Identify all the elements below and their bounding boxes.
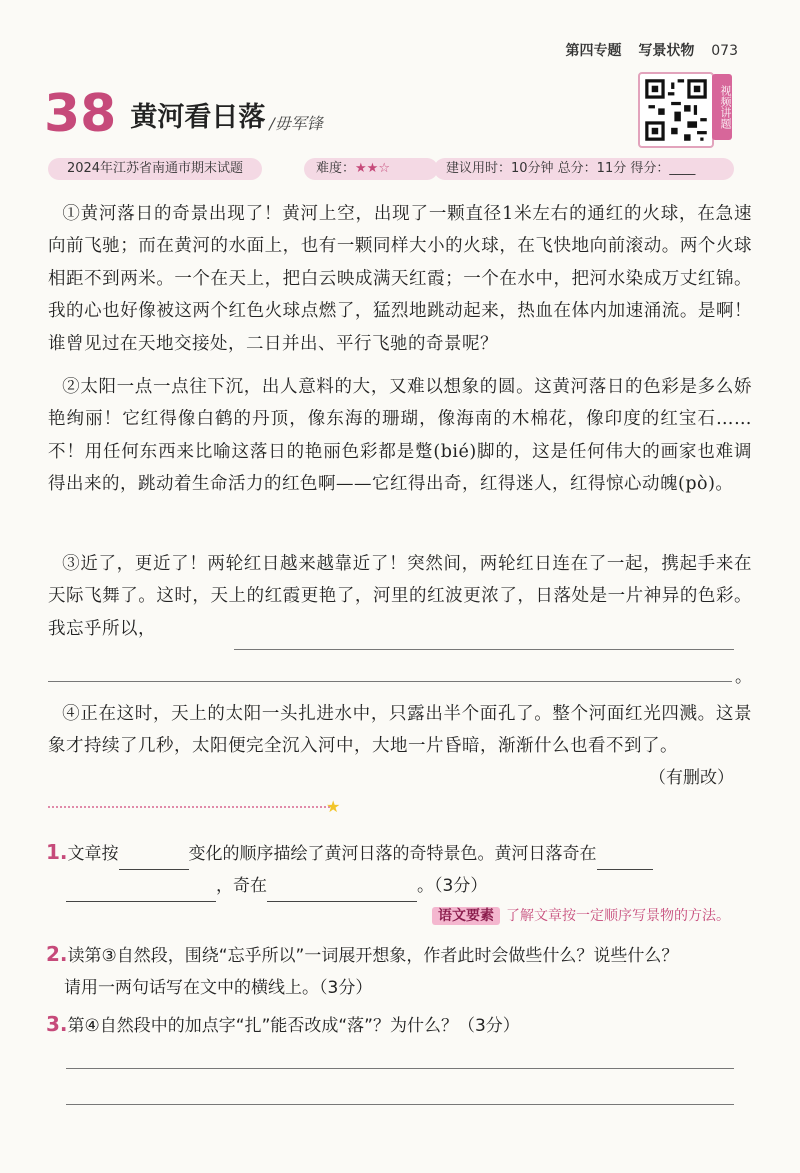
- question-1: [46, 836, 653, 870]
- question-1-text-a: 文章按: [67, 844, 119, 864]
- question-2-line2: 请用一两句话写在文中的横线上。（3分）: [64, 978, 373, 998]
- q1-blank-1[interactable]: [119, 849, 189, 870]
- question-2: [46, 938, 678, 972]
- question-2-number: 2.: [46, 942, 68, 966]
- question-1-number: 1.: [46, 840, 68, 864]
- question-1-text-c: ，奇在: [216, 876, 267, 896]
- time-score-pill: 建议用时：10分钟 总分：11分 得分：____: [434, 158, 734, 180]
- lesson-title-row: [44, 84, 323, 144]
- question-3-text: 第④自然段中的加点字“扎”能否改成“落”？为什么？（3分）: [67, 1016, 520, 1036]
- paragraph-2-text: ②太阳一点一点往下沉，出人意料的大，又难以想象的圆。这黄河落日的色彩是多么娇艳绚丽！它红得像白鹤的丹顶，像东海的珊瑚，像海南的木棉花，像印度的红宝石……不！用任何东西来比喻这落日的艳丽色彩都是蹩(bié)脚的，这是任何伟大的画家也难调得出来的，跳动着生命活力的红色啊——它红得出奇，红得迷人，红得惊心动魄(pò)。: [48, 377, 752, 495]
- question-3-number: 3.: [46, 1012, 68, 1036]
- skill-tip-text: 了解文章按一定顺序写景物的方法。: [506, 908, 730, 924]
- paragraph-1: [48, 198, 752, 360]
- qr-code-graphic: [642, 76, 710, 144]
- paragraph-3: [48, 548, 752, 645]
- blank-end-period: 。: [735, 667, 752, 687]
- edited-note: （有删改）: [649, 768, 734, 788]
- question-2-text-line1: 读第③自然段，围绕“忘乎所以”一词展开想象，作者此时会做些什么？说些什么？: [67, 946, 679, 966]
- lesson-title: 黄河看日落: [130, 102, 266, 133]
- paragraph-4: [48, 698, 752, 763]
- paragraph-2: [48, 371, 752, 501]
- qr-code-icon[interactable]: [638, 72, 714, 148]
- skill-tip-badge: 语文要素: [432, 907, 500, 925]
- difficulty-stars-icon: ★★☆: [355, 161, 390, 176]
- q1-blank-3[interactable]: [267, 881, 417, 902]
- topic-label: 写景状物: [638, 43, 695, 59]
- q3-answer-line-2[interactable]: [66, 1104, 734, 1105]
- difficulty-label: 难度：: [316, 161, 356, 176]
- video-explain-tag[interactable]: 视频讲题: [712, 74, 732, 140]
- page-header: [554, 40, 738, 60]
- star-icon: ★: [326, 797, 341, 816]
- answer-blank-p3-line2[interactable]: [48, 681, 732, 682]
- q3-answer-line-1[interactable]: [66, 1068, 734, 1069]
- q1-blank-2a[interactable]: [597, 849, 653, 870]
- lesson-number: 38: [44, 84, 117, 144]
- lesson-author: /毋军锋: [269, 114, 323, 133]
- paragraph-1-text: ①黄河落日的奇景出现了！黄河上空，出现了一颗直径1米左右的通红的火球，在急速向前飞驰；而在黄河的水面上，也有一颗同样大小的火球，在飞快地向前滚动。两个火球相距不到两米。一个在天上，把白云映成满天红霞；一个在水中，把河水染成万丈红锦。我的心也好像被这两个红色火球点燃了，猛烈地跳动起来，热血在体内加速涌流。是啊！谁曾见过在天地交接处，二日并出、平行飞驰的奇景呢？: [48, 204, 752, 354]
- source-pill: 2024年江苏省南通市期末试题: [48, 158, 262, 180]
- answer-blank-p3-line1[interactable]: [234, 649, 734, 650]
- q1-blank-2b[interactable]: [66, 881, 216, 902]
- question-1-text-d: 。（3分）: [417, 876, 488, 896]
- question-1-text-b: 变化的顺序描绘了黄河日落的奇特景色。黄河日落奇在: [188, 844, 597, 864]
- question-3: [46, 1008, 520, 1042]
- skill-tip: [432, 905, 730, 925]
- difficulty-pill: [304, 158, 438, 180]
- info-bar: [48, 158, 738, 182]
- section-label: 第四专题: [565, 43, 622, 59]
- page-number: 073: [711, 43, 738, 59]
- question-1-line2: [46, 870, 487, 902]
- paragraph-3-text: ③近了，更近了！两轮红日越来越靠近了！突然间，两轮红日连在了一起，携起手来在天际飞舞了。这时，天上的红霞更艳了，河里的红波更浓了，日落处是一片神异的色彩。我忘乎所以，: [48, 554, 752, 639]
- paragraph-4-text: ④正在这时，天上的太阳一头扎进水中，只露出半个面孔了。整个河面红光四溅。这景象才持续了几秒，太阳便完全沉入河中，大地一片昏暗，渐渐什么也看不到了。: [48, 704, 752, 757]
- section-divider: [48, 806, 334, 808]
